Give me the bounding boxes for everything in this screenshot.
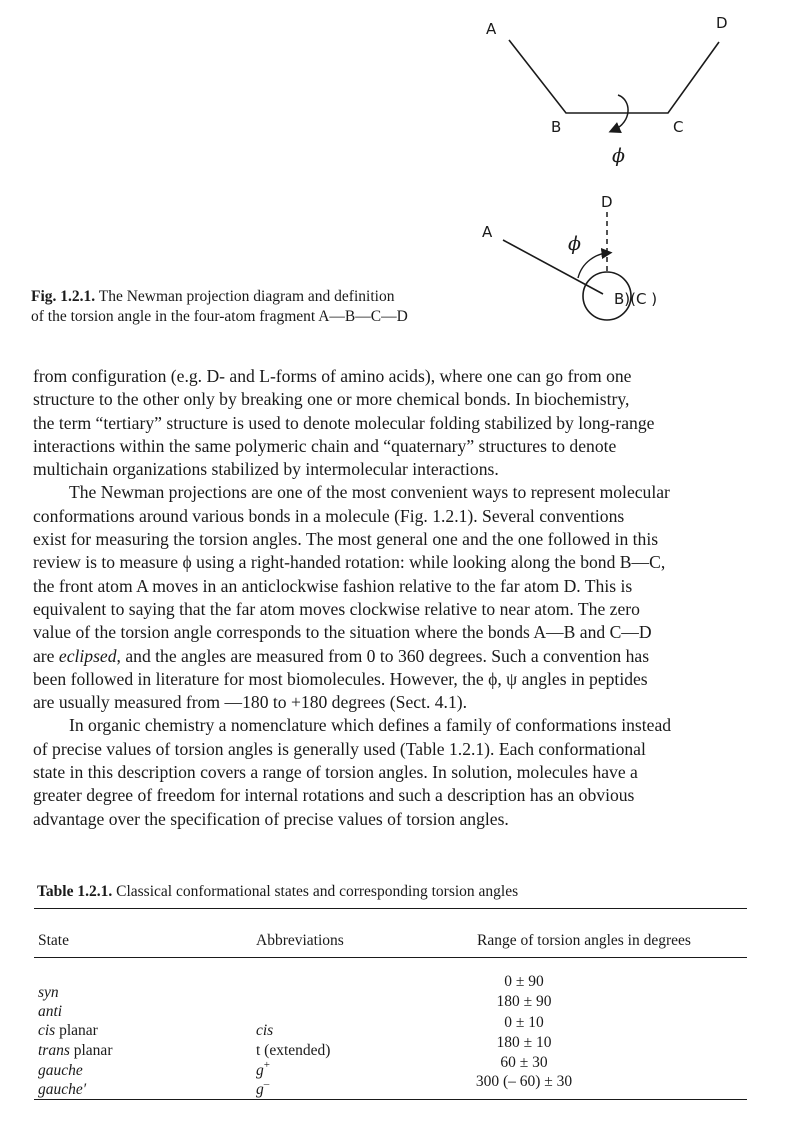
table-bottom-rule xyxy=(34,1099,747,1100)
state-cell xyxy=(38,1022,98,1040)
newman-atom-d-label: D xyxy=(601,193,613,211)
text-line: state in this description covers a range of torsion angles. In solution, molecules have a xyxy=(33,762,638,783)
range-cell: 0 ± 10 xyxy=(504,1014,544,1031)
state-suffix: planar xyxy=(55,1022,98,1039)
text-line: multichain organizations stabilized by intermolecular interactions. xyxy=(33,459,499,480)
bond-chain xyxy=(509,40,719,113)
state-name: trans xyxy=(38,1042,70,1059)
text-line: review is to measure ϕ using a right-handed rotation: while looking along the bond B—C, xyxy=(33,552,666,573)
angle-arc xyxy=(578,253,607,278)
figure-caption-line2: of the torsion angle in the four-atom fragment A—B—C—D xyxy=(31,308,408,325)
text-line: the front atom A moves in an anticlockwise fashion relative to the far atom D. This is xyxy=(33,575,633,596)
figure-caption-line1: The Newman projection diagram and definition xyxy=(95,288,395,305)
zigzag-fragment xyxy=(486,14,728,167)
state-name: gauche xyxy=(38,1062,83,1079)
paragraph-3 xyxy=(33,714,765,830)
range-cell: 180 ± 90 xyxy=(496,993,552,1010)
abbreviation-superscript: – xyxy=(263,1078,270,1090)
torsion-angle-symbol: ϕ xyxy=(612,145,625,167)
newman-atom-a-label: A xyxy=(482,223,493,241)
text-line: equivalent to saying that the far atom moves clockwise relative to near atom. The zero xyxy=(33,598,640,619)
table-header-rule xyxy=(34,957,747,958)
text-line: In organic chemistry a nomenclature which defines a family of conformations instead xyxy=(69,715,672,736)
state-name: anti xyxy=(38,1003,63,1020)
atom-d-label: D xyxy=(716,14,728,32)
atom-a-label: A xyxy=(486,20,497,38)
state-cell xyxy=(38,1042,112,1060)
state-cell xyxy=(38,984,59,1002)
state-name: cis xyxy=(38,1022,56,1039)
range-cell: 0 ± 90 xyxy=(504,973,544,990)
table-title: Classical conformational states and corresponding torsion angles xyxy=(112,883,519,900)
atom-c-label: C xyxy=(673,118,684,136)
range-cell: 60 ± 30 xyxy=(500,1054,548,1071)
text-line: structure to the other only by breaking one or more chemical bonds. In biochemistry, xyxy=(33,389,630,410)
atom-b-label: B xyxy=(551,118,562,136)
text-line: interactions within the same polymeric chain and “quaternary” structures to denote xyxy=(33,435,617,456)
text-line: been followed in literature for most biomolecules. However, the ϕ, ψ angles in peptides xyxy=(33,668,648,689)
body-text xyxy=(33,365,765,831)
newman-angle-symbol: ϕ xyxy=(568,233,581,255)
text-line: from configuration (e.g. D- and L-forms of amino acids), where one can go from one xyxy=(33,366,632,386)
state-cell xyxy=(38,1003,62,1021)
range-cell: 300 (– 60) ± 30 xyxy=(475,1073,573,1090)
figure-caption xyxy=(31,287,471,327)
paragraph-2 xyxy=(33,481,765,714)
state-name: gauche′ xyxy=(38,1081,87,1098)
figure-label: Fig. 1.2.1. xyxy=(31,288,96,305)
text-line: of precise values of torsion angles is generally used (Table 1.2.1). Each conformational xyxy=(33,738,646,759)
table-caption xyxy=(37,883,518,901)
state-suffix: planar xyxy=(69,1042,113,1059)
table-label: Table 1.2.1. xyxy=(37,883,113,900)
abbreviation-cell xyxy=(256,1042,330,1060)
state-name: syn xyxy=(38,984,59,1001)
text-line: the term “tertiary” structure is used to denote molecular folding stabilized by long-range xyxy=(33,412,655,433)
abbreviation-cell xyxy=(256,1022,273,1040)
state-cell xyxy=(38,1081,86,1099)
abbreviation-text: g xyxy=(256,1081,264,1098)
center-atoms-label: B)(C ) xyxy=(614,290,658,308)
state-cell xyxy=(38,1062,83,1080)
text-line: are usually measured from —180 to +180 degrees (Sect. 4.1). xyxy=(33,692,468,713)
table-top-rule xyxy=(34,908,747,909)
emphasis-eclipsed: eclipsed xyxy=(58,645,117,666)
abbreviation-text: cis xyxy=(256,1022,274,1039)
header-range: Range of torsion angles in degrees xyxy=(477,932,691,949)
abbreviation-superscript: + xyxy=(263,1059,270,1071)
bond-a-b xyxy=(503,240,603,294)
text-line: The Newman projections are one of the most convenient ways to represent molecular xyxy=(69,482,670,503)
header-state: State xyxy=(38,932,69,949)
abbreviation-text: g xyxy=(256,1062,264,1079)
newman-projection xyxy=(482,193,657,320)
range-cell: 180 ± 10 xyxy=(496,1034,552,1051)
header-abbreviations: Abbreviations xyxy=(256,932,344,949)
text-line: greater degree of freedom for internal rotations and such a description has an obvious xyxy=(33,785,635,806)
text-line: value of the torsion angle corresponds to the situation where the bonds A—B and C—D xyxy=(33,622,652,643)
text-line: conformations around various bonds in a molecule (Fig. 1.2.1). Several conventions xyxy=(33,505,625,526)
paragraph-1 xyxy=(33,365,765,481)
abbreviation-text: t (extended) xyxy=(256,1042,331,1059)
text-line: are eclipsed, and the angles are measured from 0 to 360 degrees. Such a convention has xyxy=(33,645,650,666)
abbreviation-cell xyxy=(256,1078,270,1099)
text-line: exist for measuring the torsion angles. The most general one and the one followed in this xyxy=(33,529,659,550)
text-line: advantage over the specification of precise values of torsion angles. xyxy=(33,808,509,829)
